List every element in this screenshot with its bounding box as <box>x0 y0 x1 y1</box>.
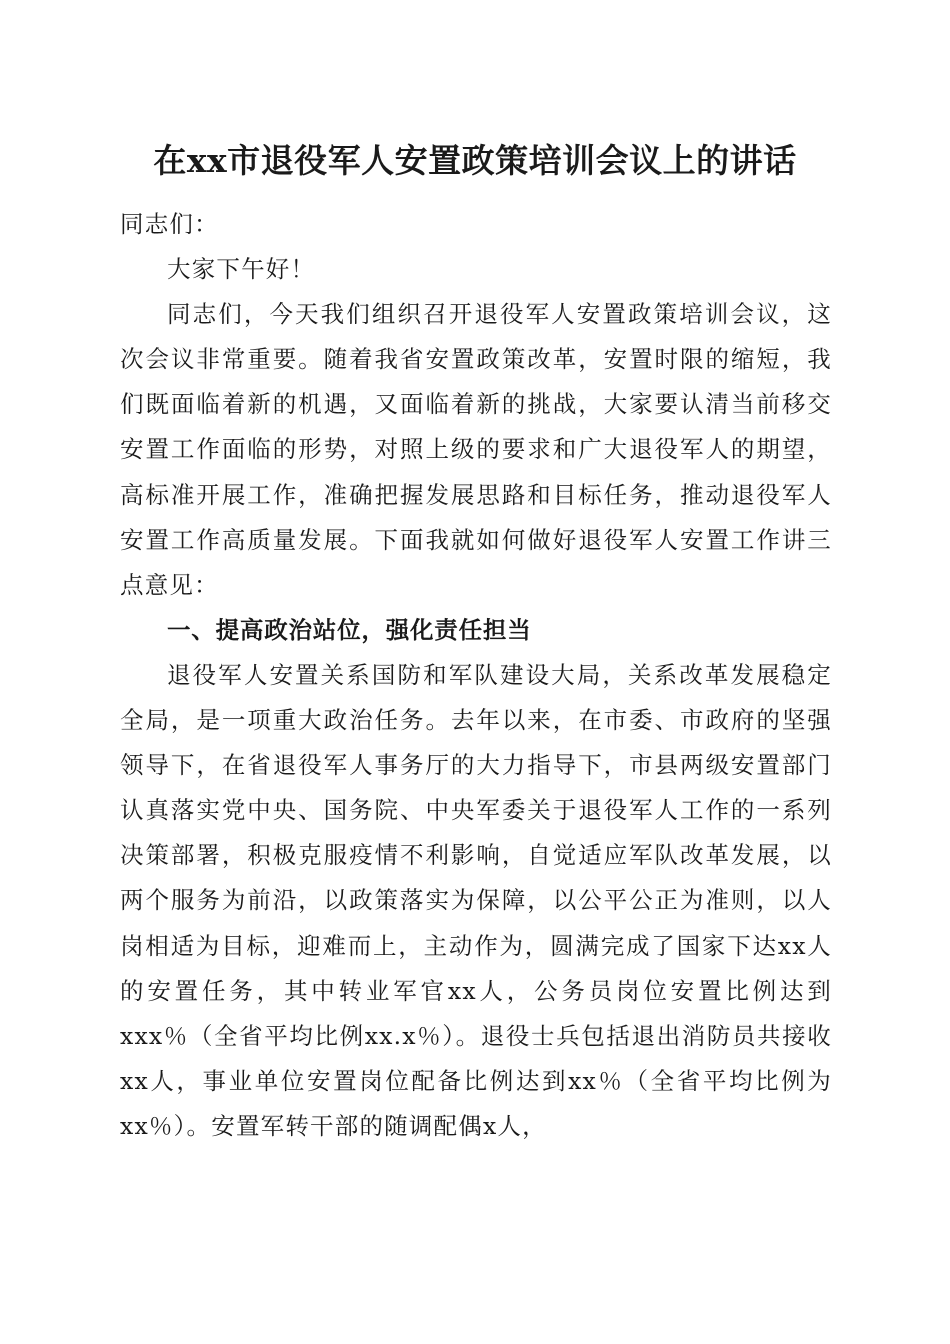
document-body <box>120 202 832 1149</box>
document-title: 在xx市退役军人安置政策培训会议上的讲话 <box>153 141 797 180</box>
section-heading-1: 一、提高政治站位，强化责任担当 <box>167 615 532 644</box>
paragraph-intro: 同志们，今天我们组织召开退役军人安置政策培训会议，这次会议非常重要。随着我省安置政策改革，安置时限的缩短，我们既面临着新的机遇，又面临着新的挑战，大家要认清当前移交安置工作面临的形势，对照上级的要求和广大退役军人的期望，高标准开展工作，准确把握发展思路和目标任务，推动退役军人安置工作高质量发展。下面我就如何做好退役军人安置工作讲三点意见： <box>120 300 832 599</box>
paragraph-section-1: 退役军人安置关系国防和军队建设大局，关系改革发展稳定全局，是一项重大政治任务。去年以来，在市委、市政府的坚强领导下，在省退役军人事务厅的大力指导下，市县两级安置部门认真落实党中央、国务院、中央军委关于退役军人工作的一系列决策部署，积极克服疫情不利影响，自觉适应军队改革发展，以两个服务为前沿，以政策落实为保障，以公平公正为准则，以人岗相适为目标，迎难而上，主动作为，圆满完成了国家下达xx人的安置任务，其中转业军官xx人，公务员岗位安置比例达到xxx％（全省平均比例xx.x％）。退役士兵包括退出消防员共接收xx人，事业单位安置岗位配备比例达到xx％（全省平均比例为xx％）。安置军转干部的随调配偶x人， <box>120 660 832 1140</box>
salutation: 同志们： <box>120 210 219 238</box>
greeting: 大家下午好！ <box>167 255 316 284</box>
